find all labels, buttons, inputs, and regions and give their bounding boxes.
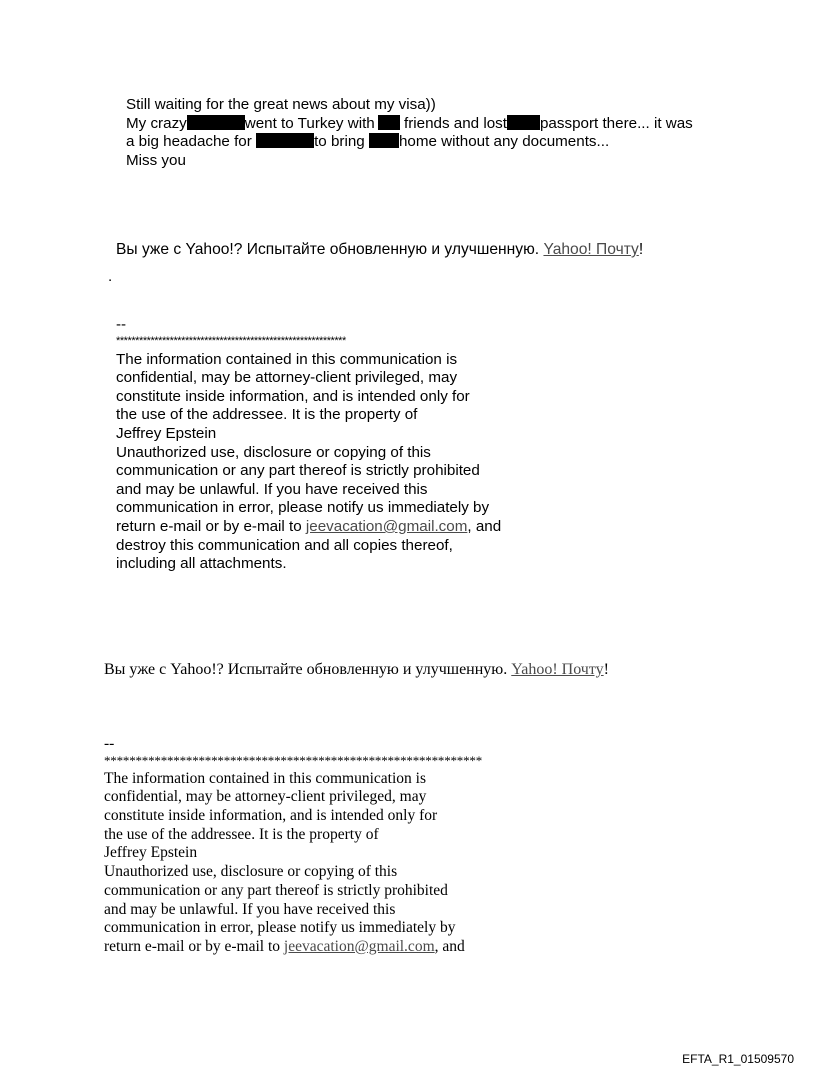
disclaimer-line: including all attachments.	[116, 555, 287, 573]
asterisk-divider: ************************************************************	[116, 334, 346, 347]
disclaimer-line: the use of the addressee. It is the property of	[116, 406, 418, 424]
disclaimer-line: and may be unlawful. If you have received this	[104, 900, 396, 918]
disclaimer-line: communication in error, please notify us immediately by	[116, 499, 490, 517]
yahoo-mail-link[interactable]: Yahoo! Почту	[511, 661, 604, 678]
redaction-box	[507, 115, 540, 130]
signature-separator: --	[116, 316, 127, 333]
disclaimer-line: Jeffrey Epstein	[116, 424, 217, 442]
disclaimer-line: confidential, may be attorney-client privileged, may	[116, 369, 458, 387]
message-line: Still waiting for the great news about my visa))	[126, 96, 436, 113]
yahoo-mail-link[interactable]: Yahoo! Почту	[543, 241, 639, 258]
disclaimer	[104, 735, 482, 957]
disclaimer-line: communication or any part thereof is strictly prohibited	[104, 881, 448, 899]
yahoo-promo: Вы уже с Yahoo!? Испытайте обновленную и улучшенную. Yahoo! Почту!	[104, 661, 609, 678]
email-link[interactable]: jeevacation@gmail.com	[305, 517, 468, 535]
disclaimer-line: and may be unlawful. If you have received this	[116, 480, 428, 498]
disclaimer-line: Jeffrey Epstein	[104, 844, 198, 862]
disclaimer-line: Unauthorized use, disclosure or copying of this	[116, 443, 431, 461]
disclaimer-line: destroy this communication and all copies thereof,	[116, 536, 453, 554]
disclaimer-line: confidential, may be attorney-client privileged, may	[104, 788, 427, 806]
redaction-box	[187, 115, 245, 130]
disclaimer-line: The information contained in this communication is	[116, 350, 458, 368]
signature-separator: --	[104, 735, 115, 752]
message-line: My crazy went to Turkey with friends and lost passport there... it was	[126, 114, 693, 132]
yahoo-promo: Вы уже с Yahoo!? Испытайте обновленную и улучшенную. Yahoo! Почту!	[116, 241, 644, 258]
redaction-box	[369, 133, 399, 148]
disclaimer-line: return e-mail or by e-mail to jeevacation@gmail.com, and	[104, 937, 465, 955]
message-line: Miss you	[126, 151, 186, 169]
asterisk-divider: ************************************************************	[104, 752, 483, 768]
disclaimer-line: Unauthorized use, disclosure or copying of this	[104, 863, 398, 881]
disclaimer	[116, 316, 501, 574]
disclaimer-line: constitute inside information, and is intended only for	[104, 807, 438, 825]
redaction-box	[378, 115, 400, 130]
message-line: a big headache for to bring home without any documents...	[126, 133, 610, 151]
disclaimer-line: the use of the addressee. It is the property of	[104, 825, 379, 843]
stray-dot: .	[108, 268, 113, 285]
disclaimer-line: communication or any part thereof is strictly prohibited	[116, 462, 480, 480]
disclaimer-line: communication in error, please notify us immediately by	[104, 919, 456, 937]
message-body	[126, 96, 693, 170]
disclaimer-line: The information contained in this communication is	[104, 769, 426, 787]
redaction-box	[256, 133, 314, 148]
email-link[interactable]: jeevacation@gmail.com	[283, 937, 435, 955]
disclaimer-line: constitute inside information, and is intended only for	[116, 387, 470, 405]
disclaimer-line: return e-mail or by e-mail to jeevacation@gmail.com, and	[116, 517, 502, 535]
document-id: EFTA_R1_01509570	[682, 1052, 794, 1066]
